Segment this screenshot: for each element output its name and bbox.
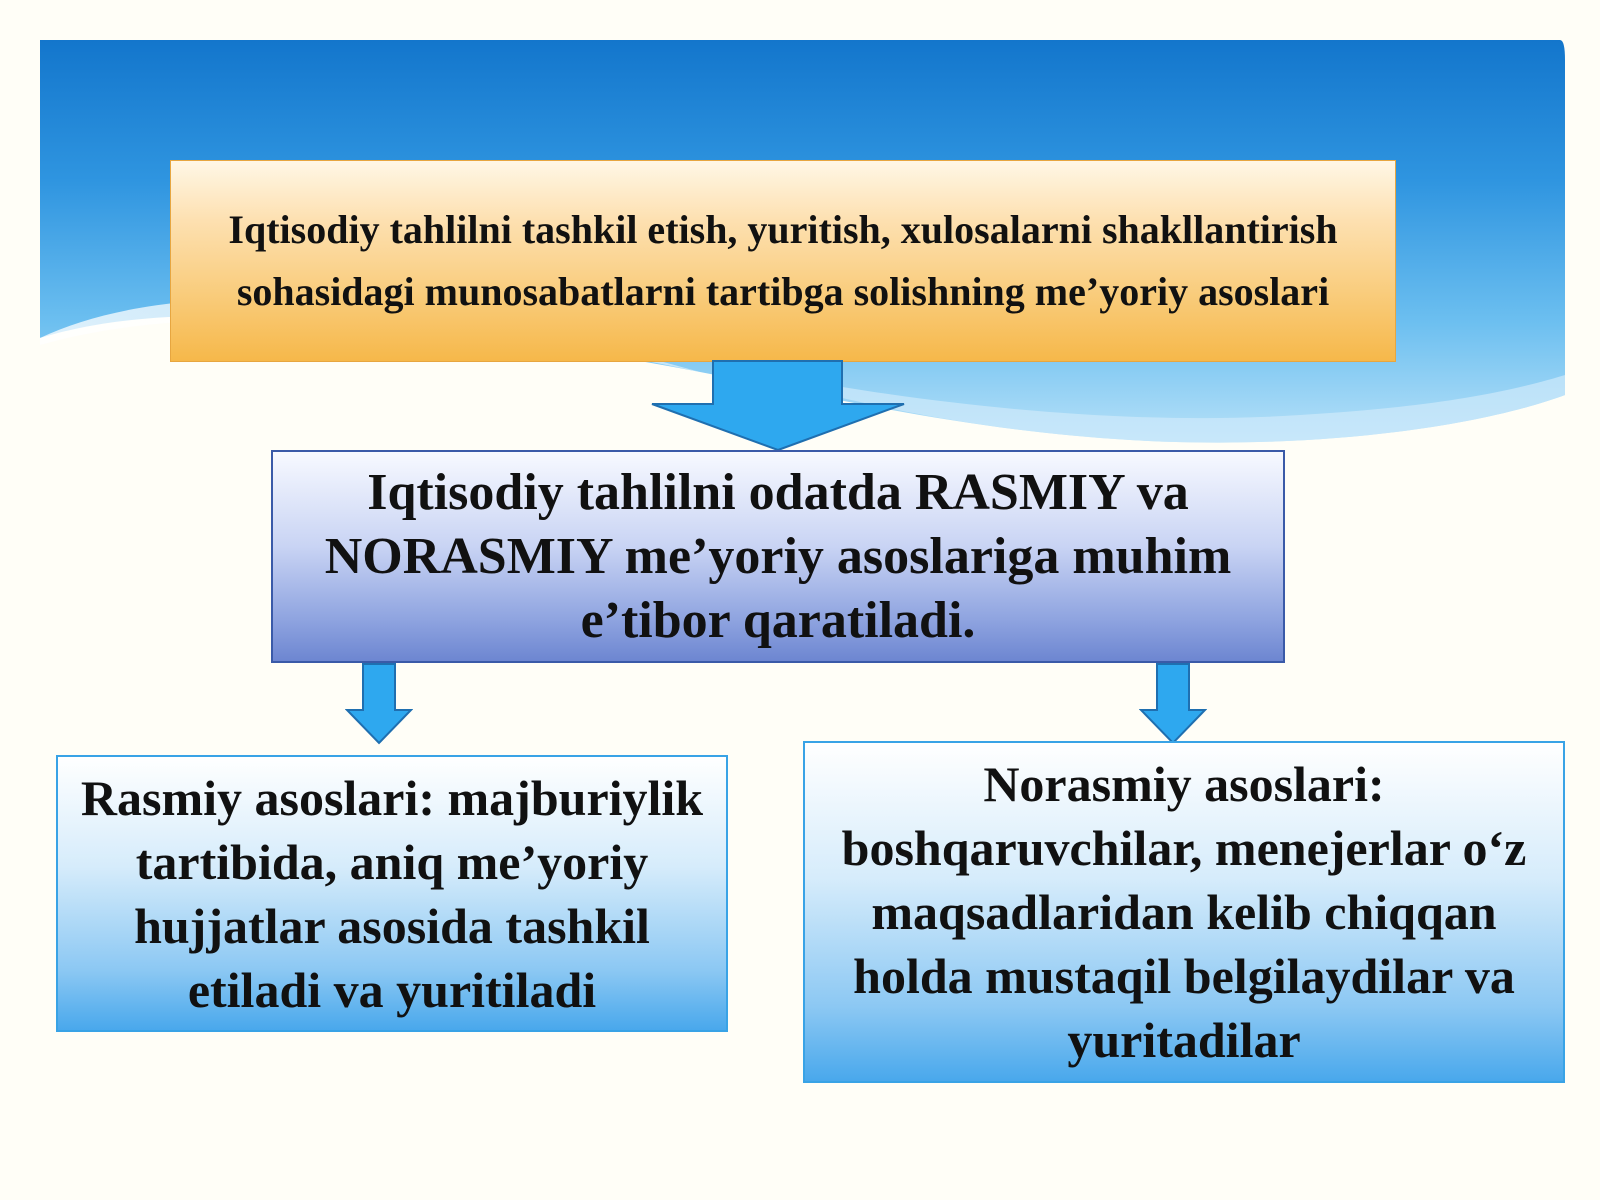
arrow-down-top [648,360,908,452]
left-box-text: Rasmiy asoslari: majburiylik tartibida, aniq me’yoriy hujjatlar asosida tashkil etiladi va yuritiladi [80,769,704,1018]
right-box-informal [803,741,1565,1083]
arrow-down-left [345,663,413,745]
left-box-formal [56,755,728,1032]
top-box [170,160,1396,362]
right-box-text: Norasmiy asoslari: boshqaruvchilar, menejerlar o‘z maqsadlaridan kelib chiqqan holda mustaqil belgilaydilar va yuritadilar [841,756,1527,1068]
arrow-down-right [1139,663,1207,745]
middle-box-text: Iqtisodiy tahlilni odatda RASMIY va NORASMIY me’yoriy asoslariga muhim e’tibor qaratiladi. [324,463,1232,649]
middle-box [271,450,1285,663]
top-box-text: Iqtisodiy tahlilni tashkil etish, yuritish, xulosalarni shakllantirish sohasidagi munosabatlarni tartibga solishning me’yoriy asoslari [228,207,1338,314]
